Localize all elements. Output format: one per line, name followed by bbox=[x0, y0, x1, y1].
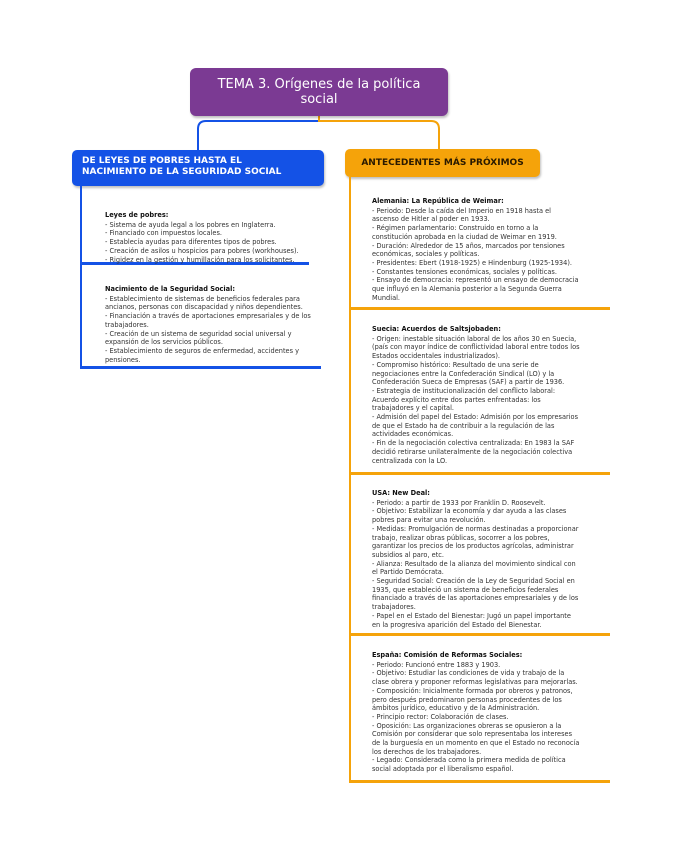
card-line: 1935, que estableció un sistema de beneficios federales bbox=[372, 585, 559, 594]
connector-title-left bbox=[198, 116, 319, 150]
card-line: financiado a través de las aportaciones empresariales y de los bbox=[372, 594, 579, 603]
branch-leyes-de-pobres bbox=[72, 150, 324, 186]
connector-title-right bbox=[319, 116, 439, 149]
card-line: centralizada con la LO. bbox=[372, 456, 448, 465]
card-line: - Papel en el Estado del Bienestar: Jugó un papel importante bbox=[372, 611, 571, 620]
card-line: pero después predominaron personas procedentes de los bbox=[372, 695, 562, 704]
card-line: - Principio rector: Colaboración de clases. bbox=[372, 712, 509, 721]
branch-label: ANTECEDENTES MÁS PRÓXIMOS bbox=[361, 158, 524, 168]
card-suecia-saltsjobaden bbox=[349, 310, 610, 475]
card-line: - Alianza: Resultado de la alianza del movimiento sindical con bbox=[372, 559, 576, 568]
card-line: - Seguridad Social: Creación de la Ley de Seguridad Social en bbox=[372, 577, 575, 586]
card-line: expansión de los servicios públicos. bbox=[105, 338, 223, 347]
card-title: Nacimiento de la Seguridad Social: bbox=[105, 285, 236, 293]
card-line: negociaciones entre la Confederación Sindical (LO) y la bbox=[372, 369, 555, 378]
card-line: de que el Estado ha de contribuir a la regulación de las bbox=[372, 421, 555, 430]
card-line: (país con mayor índice de conflictividad laboral entre todos los bbox=[372, 343, 580, 352]
card-line: - Admisión del papel del Estado: Admisión por los empresarios bbox=[372, 413, 578, 422]
card-title: Suecia: Acuerdos de Saltsjobaden: bbox=[372, 325, 501, 333]
card-line: Estados occidentales industrializados). bbox=[372, 352, 501, 361]
card-line: - Constantes tensiones económicas, sociales y políticas. bbox=[372, 267, 557, 276]
card-line: - Duración: Alrededor de 15 años, marcados por tensiones bbox=[372, 241, 565, 250]
card-title: Leyes de pobres: bbox=[105, 211, 169, 219]
branch-label-line: DE LEYES DE POBRES HASTA EL bbox=[82, 156, 242, 166]
central-topic bbox=[190, 68, 448, 116]
card-line: trabajo, realizar obras públicas, socorrer a los pobres, bbox=[372, 533, 550, 542]
card-line: los derechos de los trabajadores. bbox=[372, 747, 482, 756]
card-line: - Régimen parlamentario: Construido en torno a la bbox=[372, 224, 539, 233]
card-line: - Establecimiento de seguros de enfermedad, accidentes y bbox=[105, 346, 300, 355]
card-line: Comisión por considerar que solo representaba los intereses bbox=[372, 730, 573, 739]
card-line: pobres para evitar una revolución. bbox=[372, 516, 486, 525]
card-line: - Financiado con impuestos locales. bbox=[105, 229, 222, 238]
card-line: decidió retirarse unilateralmente de la negociación colectiva bbox=[372, 447, 573, 456]
card-line: el Partido Demócrata. bbox=[372, 568, 444, 577]
card-line: pensiones. bbox=[105, 355, 141, 364]
card-line: en la progresiva aparición del Estado del Bienestar. bbox=[372, 620, 542, 629]
card-line: actividades económicas. bbox=[372, 430, 454, 439]
card-espana-comision bbox=[349, 636, 610, 783]
branch-label-line: NACIMIENTO DE LA SEGURIDAD SOCIAL bbox=[82, 167, 282, 177]
card-line: garantizar los precios de los productos agrícolas, administrar bbox=[372, 542, 574, 551]
card-line: - Estrategia de institucionalización del conflicto laboral: bbox=[372, 386, 556, 395]
card-line: - Periodo: Desde la caída del Imperio en 1918 hasta el bbox=[372, 206, 552, 215]
card-line: Acuerdo explícito entre dos partes enfrentadas: los bbox=[372, 395, 541, 404]
card-line: - Periodo: a partir de 1933 por Franklin D. Roosevelt. bbox=[372, 498, 546, 507]
card-nacimiento-seguridad-social bbox=[80, 265, 321, 369]
card-line: clase obrera y proponer reformas legislativas para mejorarlas. bbox=[372, 678, 578, 687]
card-line: constitución aprobada en la ciudad de Weimar en 1919. bbox=[372, 232, 557, 241]
card-line: - Legado: Considerada como la primera medida de política bbox=[372, 756, 566, 765]
card-title: España: Comisión de Reformas Sociales: bbox=[372, 651, 523, 659]
card-line: - Establecía ayudas para diferentes tipos de pobres. bbox=[105, 238, 277, 247]
card-line: - Origen: inestable situación laboral de los años 30 en Suecia, bbox=[372, 334, 577, 343]
card-line: - Fin de la negociación colectiva centralizada: En 1983 la SAF bbox=[372, 439, 575, 448]
card-line: - Medidas: Promulgación de normas destinadas a proporcionar bbox=[372, 524, 579, 533]
card-line: subsidios al paro, etc. bbox=[372, 550, 444, 559]
card-line: ascenso de Hitler al poder en 1933. bbox=[372, 215, 490, 224]
card-line: - Ensayo de democracia: representó un ensayo de democracia bbox=[372, 276, 579, 285]
card-line: trabajadores y el capital. bbox=[372, 404, 455, 413]
card-line: - Composición: Inicialmente formada por obreros y patronos, bbox=[372, 686, 573, 695]
card-line: de la burguesía en un momento en que el Estado no reconocía bbox=[372, 739, 580, 748]
card-title: USA: New Deal: bbox=[372, 489, 430, 497]
card-line: - Establecimiento de sistemas de beneficios federales para bbox=[105, 294, 300, 303]
central-topic-text: TEMA 3. Orígenes de la política social bbox=[217, 77, 421, 107]
branch-antecedentes bbox=[345, 149, 540, 177]
card-line: social adoptada por el liberalismo español. bbox=[372, 765, 514, 774]
card-title: Alemania: La República de Weimar: bbox=[372, 197, 504, 205]
card-line: - Compromiso histórico: Resultado de una serie de bbox=[372, 360, 539, 369]
card-line: trabajadores. bbox=[372, 603, 416, 612]
card-line: - Creación de asilos u hospicios para pobres (workhouses). bbox=[105, 246, 299, 255]
card-line: Mundial. bbox=[372, 293, 401, 302]
card-line: - Creación de un sistema de seguridad social universal y bbox=[105, 329, 292, 338]
card-line: ancianos, personas con discapacidad y niños dependientes. bbox=[105, 303, 303, 312]
card-alemania-weimar bbox=[349, 177, 610, 310]
card-line: - Objetivo: Estudiar las condiciones de vida y trabajo de la bbox=[372, 669, 565, 678]
card-line: ámbitos jurídico, educativo y de la Administración. bbox=[372, 704, 540, 713]
card-line: Confederación Sueca de Empresas (SAF) a partir de 1936. bbox=[372, 378, 565, 387]
card-line: que influyó en la Alemania posterior a la Segunda Guerra bbox=[372, 285, 562, 294]
card-line: - Sistema de ayuda legal a los pobres en Inglaterra. bbox=[105, 220, 276, 229]
card-line: económicas, sociales y políticas. bbox=[372, 250, 480, 259]
card-line: - Rigidez en la gestión y humillación para los solicitantes. bbox=[105, 255, 295, 264]
card-usa-new-deal bbox=[349, 475, 610, 636]
card-leyes-de-pobres bbox=[80, 186, 309, 265]
card-line: trabajadores. bbox=[105, 320, 149, 329]
card-line: - Periodo: Funcionó entre 1883 y 1903. bbox=[372, 660, 501, 669]
card-line: - Oposición: Las organizaciones obreras se opusieron a la bbox=[372, 721, 562, 730]
card-line: - Objetivo: Estabilizar la economía y dar ayuda a las clases bbox=[372, 507, 567, 516]
card-line: - Financiación a través de aportaciones empresariales y de los bbox=[105, 312, 311, 321]
card-line: - Presidentes: Ebert (1918-1925) e Hindenburg (1925-1934). bbox=[372, 258, 572, 267]
